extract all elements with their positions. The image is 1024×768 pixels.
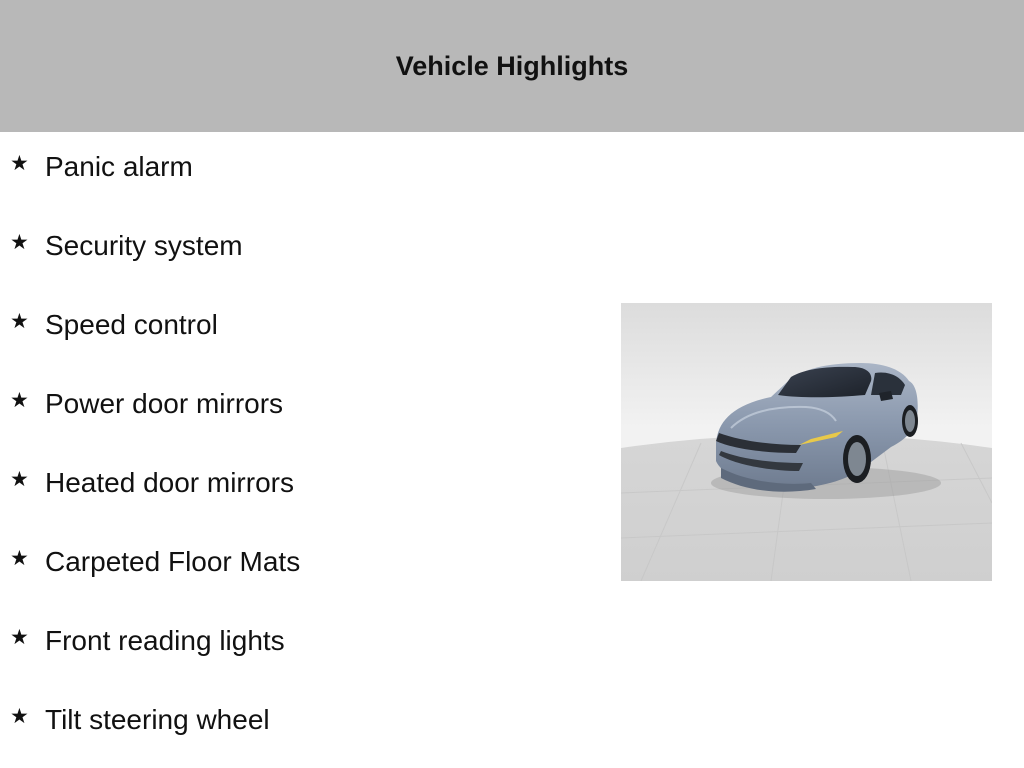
feature-label: Power door mirrors <box>45 388 284 419</box>
feature-label: Carpeted Floor Mats <box>45 546 301 577</box>
star-icon: ★ <box>10 152 29 175</box>
star-icon: ★ <box>10 231 29 254</box>
page-title: Vehicle Highlights <box>395 50 629 81</box>
feature-label: Front reading lights <box>45 625 285 656</box>
feature-label: Panic alarm <box>45 151 193 182</box>
page-header <box>0 0 1024 132</box>
vehicle-photo <box>621 303 992 581</box>
feature-label: Heated door mirrors <box>45 467 294 498</box>
star-icon: ★ <box>10 547 29 570</box>
star-icon: ★ <box>10 626 29 649</box>
feature-label: Speed control <box>45 309 218 340</box>
star-icon: ★ <box>10 705 29 728</box>
star-icon: ★ <box>10 310 29 333</box>
feature-label: Security system <box>45 230 243 261</box>
car-image <box>621 303 992 581</box>
star-icon: ★ <box>10 389 29 412</box>
star-icon: ★ <box>10 468 29 491</box>
feature-label: Tilt steering wheel <box>45 704 270 735</box>
